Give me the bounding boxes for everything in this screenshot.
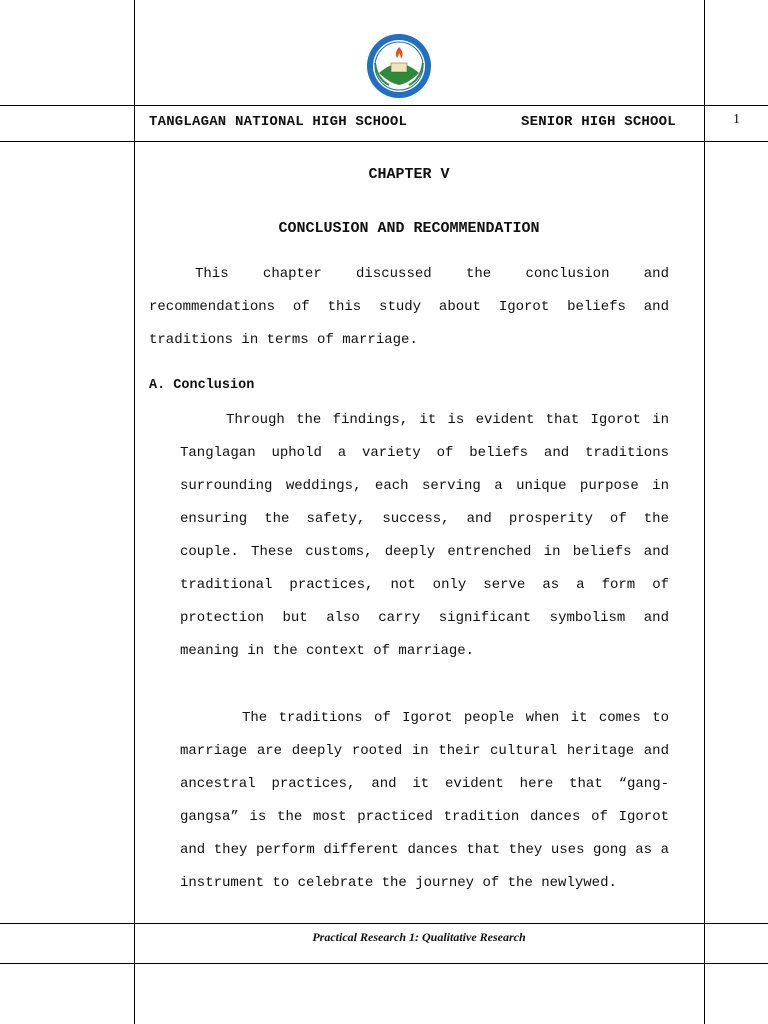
conclusion-paragraph-2: The traditions of Igorot people when it comes to marriage are deeply rooted in their cultural heritage and ancestral practices, and it evident here that “gang-gangsa” is the most practiced tradition dances of Igorot and they perform different dances that they uses gong as a instrument to celebrate the journey of the newlywed. <box>180 710 669 891</box>
department-name: SENIOR HIGH SCHOOL <box>521 114 676 130</box>
conclusion-paragraph-1: Through the findings, it is evident that Igorot in Tanglagan uphold a variety of beliefs and traditions surrounding weddings, each serving a unique purpose in ensuring the safety, success, and prosperity of the couple. These customs, deeply entrenched in beliefs and traditional practices, not only serve as a form of protection but also carry significant symbolism and meaning in the context of marriage. <box>180 412 669 659</box>
section-heading: A. Conclusion <box>149 378 255 393</box>
school-logo-seal <box>361 33 437 99</box>
header-top-line <box>0 105 768 106</box>
footer-text: Practical Research 1: Qualitative Research <box>312 930 526 944</box>
left-margin-line <box>134 0 135 1024</box>
footer-top-line <box>0 923 768 924</box>
chapter-title: CONCLUSION AND RECOMMENDATION <box>278 220 540 237</box>
header-bottom-line <box>0 141 768 142</box>
footer-bottom-line <box>0 963 768 964</box>
school-name: TANGLAGAN NATIONAL HIGH SCHOOL <box>149 114 408 130</box>
chapter-heading: CHAPTER V <box>368 166 450 183</box>
page-number: 1 <box>733 112 740 127</box>
right-margin-line <box>704 0 705 1024</box>
intro-paragraph: This chapter discussed the conclusion and recommendations of this study about Igorot beliefs and traditions in terms of marriage. <box>149 266 669 348</box>
